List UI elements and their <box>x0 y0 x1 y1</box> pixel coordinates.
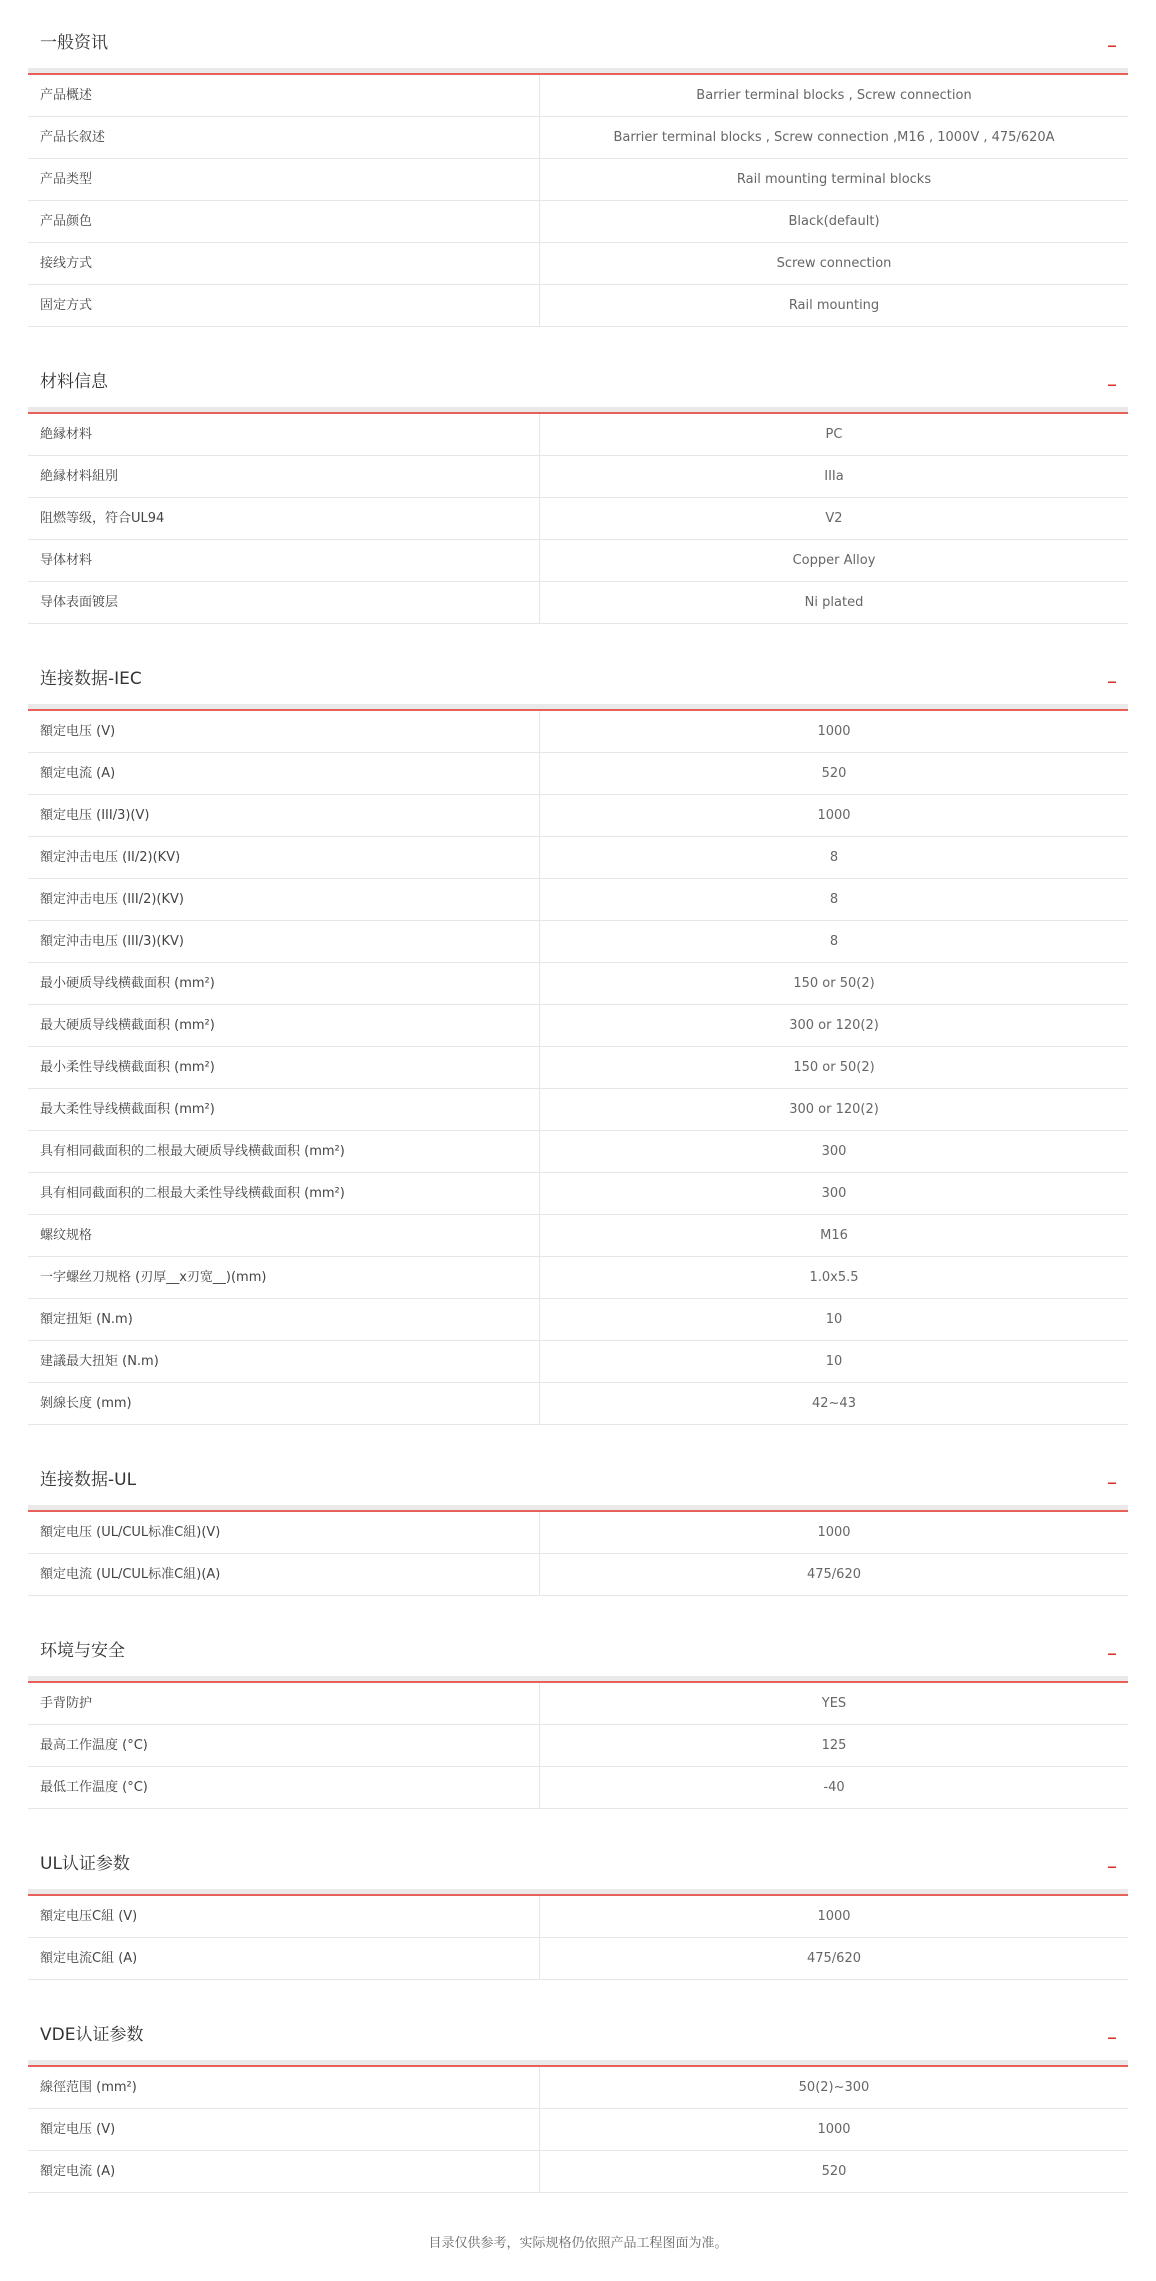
spec-value: 42~43 <box>812 1396 856 1411</box>
spec-label: 線徑范围 (mm²) <box>28 2067 540 2108</box>
spec-label: 导体表面镀层 <box>28 582 540 623</box>
table-row <box>28 1383 1128 1425</box>
table-row <box>28 2151 1128 2193</box>
table-row <box>28 1299 1128 1341</box>
spec-label: 絶縁材料組別 <box>28 456 540 497</box>
spec-value: M16 <box>820 1228 848 1243</box>
section-divider <box>28 1676 1128 1683</box>
section-spacer <box>28 2193 1128 2205</box>
spec-value: Ni plated <box>804 595 864 610</box>
spec-label: 阻燃等级，符合UL94 <box>28 498 540 539</box>
spec-table <box>28 1683 1128 1809</box>
spec-value: 150 or 50(2) <box>793 976 875 991</box>
section-header[interactable] <box>28 1821 1128 1879</box>
collapse-toggle-icon[interactable]: _ <box>1108 1465 1116 1484</box>
spec-value: 1000 <box>817 724 851 739</box>
table-row <box>28 963 1128 1005</box>
spec-value: 150 or 50(2) <box>793 1060 875 1075</box>
spec-value: 125 <box>821 1738 847 1753</box>
spec-value: 520 <box>821 766 847 781</box>
spec-label: 导体材料 <box>28 540 540 581</box>
table-row <box>28 456 1128 498</box>
spec-label: 建議最大扭矩 (N.m) <box>28 1341 540 1382</box>
section-header[interactable] <box>28 0 1128 58</box>
section-spacer <box>28 1596 1128 1608</box>
spec-label: 具有相同截面积的二根最大柔性导线横截面积 (mm²) <box>28 1173 540 1214</box>
spec-label: 手背防护 <box>28 1683 540 1724</box>
spec-value: 50(2)~300 <box>798 2080 870 2095</box>
spec-table <box>28 2067 1128 2193</box>
spec-value: Barrier terminal blocks , Screw connection <box>696 88 972 103</box>
spec-value: 10 <box>825 1354 843 1369</box>
spec-label: 最小硬质导线横截面积 (mm²) <box>28 963 540 1004</box>
table-row <box>28 1512 1128 1554</box>
spec-table <box>28 1896 1128 1980</box>
spec-label: 額定电压 (V) <box>28 2109 540 2150</box>
table-row <box>28 582 1128 624</box>
spec-value: V2 <box>825 511 843 526</box>
table-row <box>28 1683 1128 1725</box>
collapse-toggle-icon[interactable]: _ <box>1108 1636 1116 1655</box>
spec-label: 絶縁材料 <box>28 414 540 455</box>
spec-section <box>28 1608 1128 1821</box>
spec-table <box>28 414 1128 624</box>
section-spacer <box>28 1809 1128 1821</box>
section-header[interactable] <box>28 636 1128 694</box>
table-row <box>28 1341 1128 1383</box>
table-row <box>28 1725 1128 1767</box>
collapse-toggle-icon[interactable]: _ <box>1108 28 1116 47</box>
spec-value: PC <box>825 427 843 442</box>
section-title: 环境与安全 <box>40 1641 125 1661</box>
table-row <box>28 285 1128 327</box>
spec-value: Rail mounting terminal blocks <box>736 172 932 187</box>
spec-value: 300 or 120(2) <box>789 1018 879 1033</box>
section-spacer <box>28 624 1128 636</box>
table-row <box>28 2109 1128 2151</box>
spec-value: 8 <box>829 850 839 865</box>
spec-value: 300 <box>821 1186 847 1201</box>
table-row <box>28 1938 1128 1980</box>
spec-label: 額定沖击电压 (II/2)(KV) <box>28 837 540 878</box>
collapse-toggle-icon[interactable]: _ <box>1108 367 1116 386</box>
spec-label: 最低工作温度 (°C) <box>28 1767 540 1808</box>
section-title: 连接数据-IEC <box>40 669 142 689</box>
table-row <box>28 1089 1128 1131</box>
spec-label: 剝線长度 (mm) <box>28 1383 540 1424</box>
spec-section <box>28 1437 1128 1608</box>
spec-label: 額定电压 (III/3)(V) <box>28 795 540 836</box>
spec-value: 1000 <box>817 1909 851 1924</box>
spec-value: 1000 <box>817 808 851 823</box>
collapse-toggle-icon[interactable]: _ <box>1108 1849 1116 1868</box>
table-row <box>28 1896 1128 1938</box>
spec-value: YES <box>821 1696 847 1711</box>
spec-label: 固定方式 <box>28 285 540 326</box>
section-header[interactable] <box>28 1992 1128 2050</box>
spec-value: Rail mounting <box>788 298 880 313</box>
table-row <box>28 159 1128 201</box>
spec-label: 最大硬质导线横截面积 (mm²) <box>28 1005 540 1046</box>
spec-value: 8 <box>829 934 839 949</box>
table-row <box>28 117 1128 159</box>
table-row <box>28 1257 1128 1299</box>
spec-table <box>28 1512 1128 1596</box>
table-row <box>28 1173 1128 1215</box>
spec-label: 額定电流 (A) <box>28 2151 540 2192</box>
table-row <box>28 1767 1128 1809</box>
section-divider <box>28 1505 1128 1512</box>
section-title: 一般资讯 <box>40 33 108 53</box>
spec-section <box>28 636 1128 1437</box>
spec-label: 产品类型 <box>28 159 540 200</box>
spec-value: 475/620 <box>806 1567 861 1582</box>
spec-label: 額定沖击电压 (III/3)(KV) <box>28 921 540 962</box>
section-title: VDE认证参数 <box>40 2025 144 2045</box>
section-title: 连接数据-UL <box>40 1470 137 1490</box>
spec-label: 具有相同截面积的二根最大硬质导线横截面积 (mm²) <box>28 1131 540 1172</box>
spec-value: Screw connection <box>776 256 892 271</box>
collapse-toggle-icon[interactable]: _ <box>1108 2020 1116 2039</box>
section-spacer <box>28 1980 1128 1992</box>
spec-label: 額定电流 (UL/CUL标准C組)(A) <box>28 1554 540 1595</box>
spec-value: 1.0x5.5 <box>809 1270 859 1285</box>
section-divider <box>28 2060 1128 2067</box>
table-row <box>28 921 1128 963</box>
spec-table <box>28 75 1128 327</box>
table-row <box>28 243 1128 285</box>
table-row <box>28 498 1128 540</box>
section-divider <box>28 704 1128 711</box>
spec-label: 額定电流C組 (A) <box>28 1938 540 1979</box>
spec-label: 額定沖击电压 (III/2)(KV) <box>28 879 540 920</box>
spec-value: Black(default) <box>788 214 880 229</box>
spec-table <box>28 711 1128 1425</box>
spec-label: 一字螺丝刀规格 (刃厚__x刃宽__)(mm) <box>28 1257 540 1298</box>
spec-label: 額定电流 (A) <box>28 753 540 794</box>
spec-value: -40 <box>823 1780 845 1795</box>
spec-label: 螺纹规格 <box>28 1215 540 1256</box>
table-row <box>28 1047 1128 1089</box>
table-row <box>28 1131 1128 1173</box>
spec-value: 300 or 120(2) <box>789 1102 879 1117</box>
section-title: 材料信息 <box>40 372 108 392</box>
table-row <box>28 753 1128 795</box>
spec-label: 最高工作温度 (°C) <box>28 1725 540 1766</box>
spec-value: 10 <box>825 1312 843 1327</box>
collapse-toggle-icon[interactable]: _ <box>1108 664 1116 683</box>
section-divider <box>28 407 1128 414</box>
spec-label: 額定电压C組 (V) <box>28 1896 540 1937</box>
spec-label: 最小柔性导线横截面积 (mm²) <box>28 1047 540 1088</box>
spec-value: 520 <box>821 2164 847 2179</box>
section-header[interactable] <box>28 1608 1128 1666</box>
spec-label: 产品概述 <box>28 75 540 116</box>
footer-note: 目录仅供参考，实际规格仍依照产品工程图面为准。 <box>428 2236 728 2251</box>
table-row <box>28 1215 1128 1257</box>
spec-value: 300 <box>821 1144 847 1159</box>
spec-label: 接线方式 <box>28 243 540 284</box>
spec-value: Barrier terminal blocks , Screw connection ,M16 , 1000V , 475/620A <box>613 130 1055 145</box>
spec-section <box>28 339 1128 636</box>
spec-label: 产品长叙述 <box>28 117 540 158</box>
table-row <box>28 711 1128 753</box>
spec-value: 475/620 <box>806 1951 861 1966</box>
spec-label: 最大柔性导线横截面积 (mm²) <box>28 1089 540 1130</box>
spec-sections <box>28 0 1128 2205</box>
table-row <box>28 201 1128 243</box>
table-row <box>28 1554 1128 1596</box>
spec-value: Copper Alloy <box>792 553 876 568</box>
section-divider <box>28 68 1128 75</box>
table-row <box>28 414 1128 456</box>
table-row <box>28 879 1128 921</box>
table-row <box>28 837 1128 879</box>
section-divider <box>28 1889 1128 1896</box>
spec-value: 1000 <box>817 2122 851 2137</box>
spec-value: IIIa <box>824 469 844 484</box>
spec-label: 額定电压 (V) <box>28 711 540 752</box>
table-row <box>28 1005 1128 1047</box>
spec-label: 額定电压 (UL/CUL标准C組)(V) <box>28 1512 540 1553</box>
spec-value: 8 <box>829 892 839 907</box>
spec-label: 产品颜色 <box>28 201 540 242</box>
section-spacer <box>28 1425 1128 1437</box>
table-row <box>28 2067 1128 2109</box>
section-header[interactable] <box>28 1437 1128 1495</box>
spec-section <box>28 1992 1128 2205</box>
spec-section <box>28 0 1128 339</box>
table-row <box>28 540 1128 582</box>
table-row <box>28 75 1128 117</box>
section-title: UL认证参数 <box>40 1854 130 1874</box>
section-spacer <box>28 327 1128 339</box>
table-row <box>28 795 1128 837</box>
spec-label: 額定扭矩 (N.m) <box>28 1299 540 1340</box>
spec-section <box>28 1821 1128 1992</box>
spec-value: 1000 <box>817 1525 851 1540</box>
section-header[interactable] <box>28 339 1128 397</box>
